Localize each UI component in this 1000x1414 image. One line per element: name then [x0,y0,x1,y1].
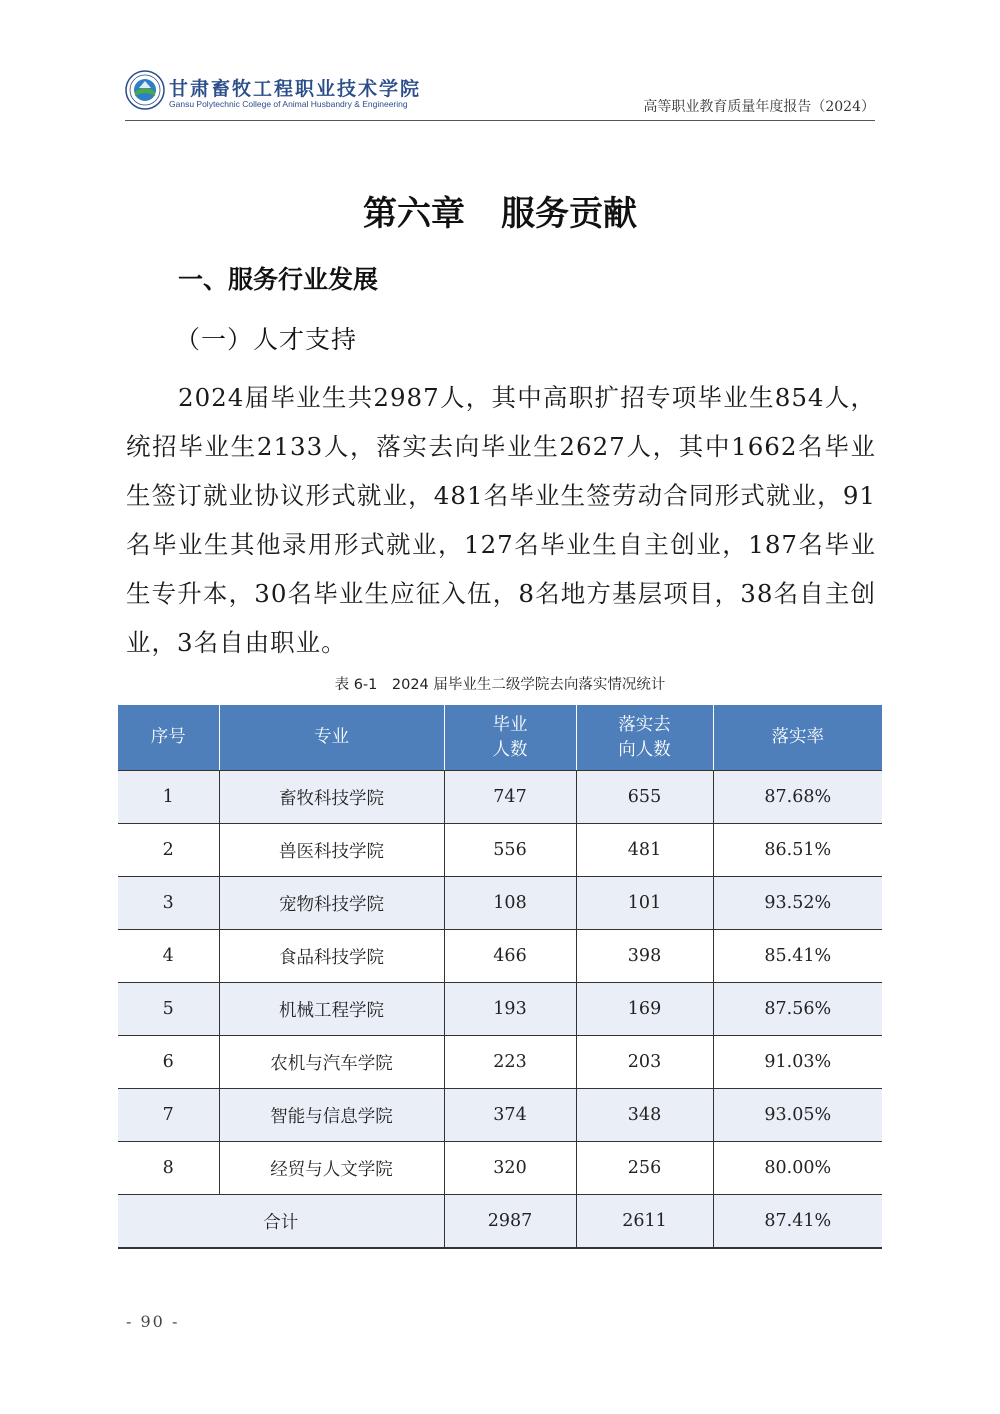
header-college: 专业 [219,705,444,771]
cell-rate: 80.00% [713,1142,882,1195]
cell-graduates: 193 [444,983,576,1036]
cell-graduates: 747 [444,771,576,824]
cell-total-label: 合计 [118,1195,444,1249]
chapter-title: 服务贡献 [501,194,637,234]
header-placed: 落实去 向人数 [576,705,713,771]
paragraph-text: 2024届毕业生共2987人，其中高职扩招专项毕业生854人，统招毕业生2133人，落实去向毕业生2627人，其中1662名毕业生签订就业协议形式就业，481名毕业生签劳动合同形式就业，91名毕业生其他录用形式就业，127名毕业生自主创业，187名毕业生专升本，30名毕业生应征入伍，8名地方基层项目，38名自主创业，3名自由职业。 [126,383,876,657]
header-index: 序号 [118,705,219,771]
cell-rate: 91.03% [713,1036,882,1089]
cell-college: 农机与汽车学院 [219,1036,444,1089]
table-caption: 表 6-1 2024 届毕业生二级学院去向落实情况统计 [334,677,666,693]
cell-college: 经贸与人文学院 [219,1142,444,1195]
table-row [118,877,882,930]
school-name-en: Gansu Polytechnic College of Animal Husbandry & Engineering [169,99,408,109]
cell-rate: 93.52% [713,877,882,930]
cell-index: 4 [118,930,219,983]
cell-placed: 398 [576,930,713,983]
subsection-heading: （一）人才支持 [175,325,358,354]
report-title: 高等职业教育质量年度报告（2024） [643,99,875,115]
cell-graduates: 556 [444,824,576,877]
header-rate: 落实率 [713,705,882,771]
college-logo-icon [125,70,165,110]
cell-placed: 169 [576,983,713,1036]
page-header [125,68,875,121]
cell-graduates: 320 [444,1142,576,1195]
cell-college: 机械工程学院 [219,983,444,1036]
cell-placed: 655 [576,771,713,824]
cell-placed: 256 [576,1142,713,1195]
header-graduates: 毕业 人数 [444,705,576,771]
cell-index: 6 [118,1036,219,1089]
body-paragraph [126,373,876,667]
cell-graduates: 223 [444,1036,576,1089]
cell-total-rate: 87.41% [713,1195,882,1249]
cell-placed: 348 [576,1089,713,1142]
cell-placed: 481 [576,824,713,877]
table-row [118,1142,882,1195]
cell-college: 智能与信息学院 [219,1089,444,1142]
cell-placed: 203 [576,1036,713,1089]
cell-rate: 93.05% [713,1089,882,1142]
table-total-row [118,1195,882,1249]
cell-index: 7 [118,1089,219,1142]
cell-index: 3 [118,877,219,930]
cell-college: 食品科技学院 [219,930,444,983]
chapter-number: 第六章 [363,194,465,234]
cell-rate: 87.68% [713,771,882,824]
cell-rate: 86.51% [713,824,882,877]
cell-total-graduates: 2987 [444,1195,576,1249]
cell-index: 5 [118,983,219,1036]
cell-index: 1 [118,771,219,824]
cell-index: 2 [118,824,219,877]
chapter-heading [0,186,1000,235]
section-heading: 一、服务行业发展 [178,265,379,294]
school-name-cn: 甘肃畜牧工程职业技术学院 [169,78,422,100]
cell-college: 宠物科技学院 [219,877,444,930]
table-row [118,1036,882,1089]
table-row [118,824,882,877]
cell-college: 畜牧科技学院 [219,771,444,824]
table-row [118,1089,882,1142]
cell-rate: 87.56% [713,983,882,1036]
graduate-placement-table [118,705,882,1249]
cell-rate: 85.41% [713,930,882,983]
cell-graduates: 374 [444,1089,576,1142]
cell-total-placed: 2611 [576,1195,713,1249]
table-header-row [118,705,882,771]
cell-graduates: 108 [444,877,576,930]
cell-college: 兽医科技学院 [219,824,444,877]
table-row [118,771,882,824]
cell-graduates: 466 [444,930,576,983]
cell-placed: 101 [576,877,713,930]
page-number: - 90 - [126,1312,180,1331]
table-row [118,983,882,1036]
cell-index: 8 [118,1142,219,1195]
table-row [118,930,882,983]
